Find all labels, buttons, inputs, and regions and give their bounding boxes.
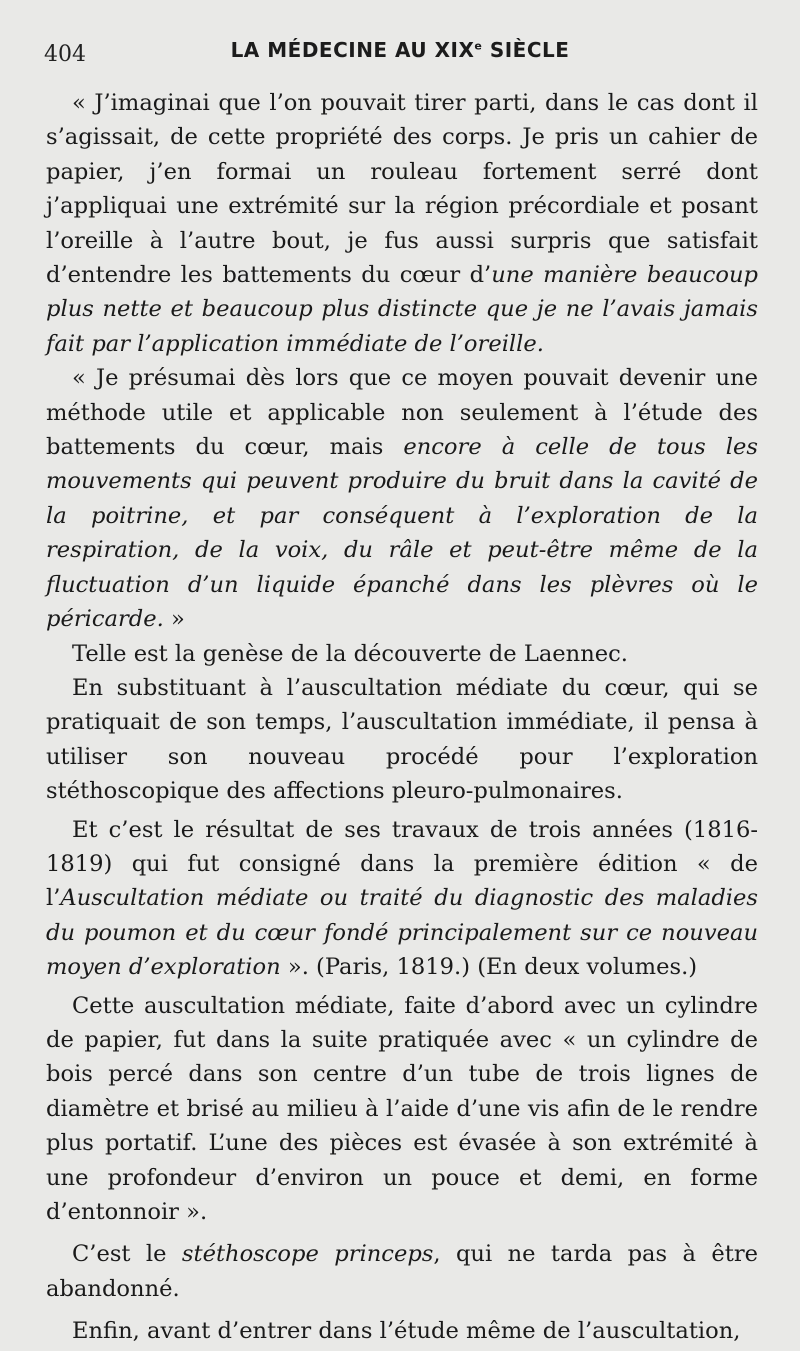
- page-header: [44, 34, 756, 74]
- text-segment: C’est le: [72, 1241, 182, 1268]
- text-segment: , qui ne tarda pas à être abandonné.: [46, 1241, 758, 1302]
- page-body: [46, 86, 758, 1349]
- paragraph: [46, 813, 758, 985]
- page-number: 404: [44, 42, 86, 67]
- text-segment: En substituant à l’auscultation médiate du cœur, qui se pratiquait de son temps, l’auscultation immédiate, il pensa à utiliser son nouveau procédé pour l’exploration stéthoscopique des affections pleuro-pulmonaires.: [46, 674, 758, 805]
- running-title-sup: e: [474, 39, 483, 53]
- text-segment: ». (Paris, 1819.) (En deux volumes.): [280, 954, 698, 981]
- italic-segment: Auscultation médiate ou traité du diagnostic des maladies du poumon et du cœur fondé principalement sur ce nouveau moyen d’exploration: [46, 885, 758, 981]
- paragraph: [46, 1314, 758, 1348]
- text-segment: Cette auscultation médiate, faite d’abord avec un cylindre de papier, fut dans la suite pratiquée avec « un cylindre de bois percé dans son centre d’un tube de trois lignes de diamètre et brisé au milieu à l’aide d’une vis afin de le rendre plus portatif. L’une des pièces est évasée à son extrémité à une profondeur d’environ un pouce et demi, en forme d’entonnoir ».: [46, 992, 758, 1225]
- italic-segment: stéthoscope princeps: [181, 1241, 434, 1268]
- paragraph: [46, 637, 758, 671]
- text-segment: « J’imaginai que l’on pouvait tirer parti, dans le cas dont il s’agissait, de cette propriété des corps. Je pris un cahier de papier, j’en formai un rouleau fortement serré dont j’appliquai une extrémité sur la région précordiale et posant l’oreille à l’autre bout, je fus aussi surpris que satisfait d’entendre les battements du cœur d’: [46, 90, 758, 289]
- text-segment: Et c’est le résultat de ses travaux de trois années (1816-1819) qui fut consigné dans la première édition « de l’: [46, 816, 758, 912]
- text-segment: Enfin, avant d’entrer dans l’étude même de l’auscultation,: [72, 1318, 741, 1345]
- running-title-end: SIÈCLE: [482, 38, 570, 62]
- paragraph: [46, 361, 758, 636]
- paragraph: [46, 989, 758, 1230]
- running-title: [44, 38, 756, 62]
- paragraph: [46, 671, 758, 809]
- running-title-main: LA MÉDECINE AU XIX: [230, 38, 475, 62]
- text-segment: « Je présumai dès lors que ce moyen pouvait devenir une méthode utile et applicable non seulement à l’étude des battements du cœur, mais: [46, 365, 758, 461]
- text-segment: »: [163, 606, 185, 633]
- italic-segment: une manière beaucoup plus nette et beaucoup plus distincte que je ne l’avais jamais fait par l’application immédiate de l’oreille.: [46, 262, 758, 357]
- paragraph: [46, 86, 758, 361]
- text-segment: Telle est la genèse de la découverte de Laennec.: [72, 640, 628, 667]
- paragraph: [46, 1237, 758, 1306]
- italic-segment: encore à celle de tous les mouvements qui peuvent produire du bruit dans la cavité de la poitrine, et par conséquent à l’exploration de la respiration, de la voix, du râle et peut-être même de la fluctuation d’un liquide épanché dans les plèvres où le péricarde.: [46, 434, 758, 633]
